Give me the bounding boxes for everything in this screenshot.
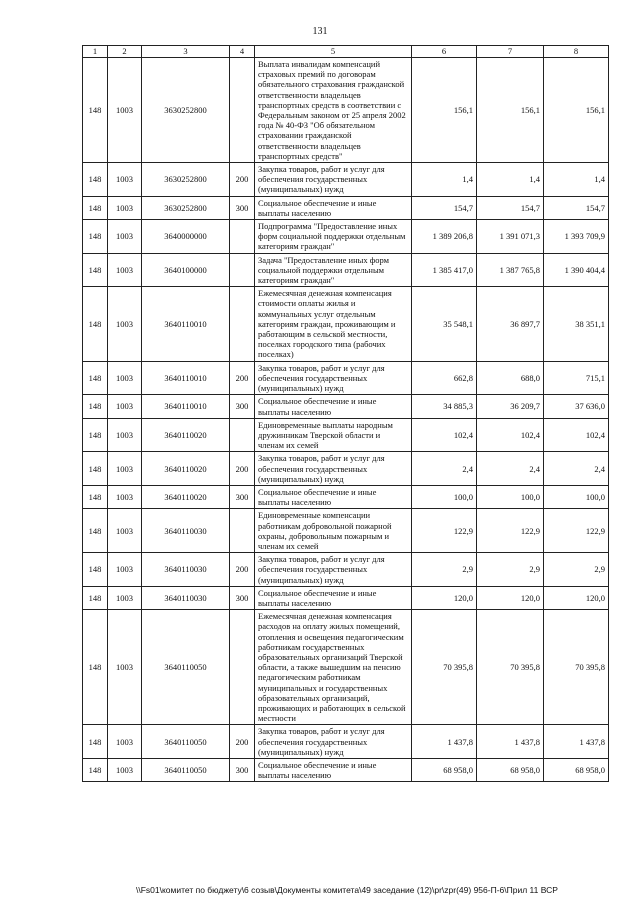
table-row [83,553,609,587]
expense-type-cell: 200 [230,553,255,587]
subsection-cell: 1003 [108,452,142,486]
amount-year3-cell: 68 958,0 [544,759,609,782]
header-cell: 1 [83,46,108,58]
subsection-cell: 1003 [108,220,142,254]
table-row [83,610,609,725]
expense-type-cell [230,253,255,287]
target-article-cell: 3630252800 [142,163,230,197]
amount-year3-cell: 1,4 [544,163,609,197]
section-cell: 148 [83,418,108,452]
amount-year1-cell: 122,9 [412,509,477,553]
amount-year3-cell: 2,4 [544,452,609,486]
target-article-cell: 3640110050 [142,759,230,782]
description-cell: Закупка товаров, работ и услуг для обеспечения государственных (муниципальных) нужд [255,725,412,759]
target-article-cell: 3630252800 [142,196,230,219]
amount-year1-cell: 35 548,1 [412,287,477,361]
amount-year2-cell: 122,9 [477,509,544,553]
target-article-cell: 3640110010 [142,287,230,361]
target-article-cell: 3640110010 [142,395,230,418]
header-cell: 6 [412,46,477,58]
budget-table [82,45,609,782]
description-cell: Социальное обеспечение и иные выплаты населению [255,196,412,219]
amount-year3-cell: 122,9 [544,509,609,553]
page-number: 131 [312,26,328,37]
description-cell: Социальное обеспечение и иные выплаты населению [255,395,412,418]
amount-year3-cell: 1 437,8 [544,725,609,759]
amount-year2-cell: 154,7 [477,196,544,219]
target-article-cell: 3630252800 [142,58,230,163]
amount-year3-cell: 2,9 [544,553,609,587]
subsection-cell: 1003 [108,759,142,782]
target-article-cell: 3640110030 [142,509,230,553]
amount-year2-cell: 1,4 [477,163,544,197]
section-cell: 148 [83,725,108,759]
target-article-cell: 3640100000 [142,253,230,287]
subsection-cell: 1003 [108,253,142,287]
amount-year2-cell: 1 387 765,8 [477,253,544,287]
table-row [83,586,609,609]
amount-year3-cell: 154,7 [544,196,609,219]
amount-year1-cell: 68 958,0 [412,759,477,782]
amount-year1-cell: 120,0 [412,586,477,609]
section-cell: 148 [83,610,108,725]
section-cell: 148 [83,196,108,219]
amount-year3-cell: 156,1 [544,58,609,163]
amount-year1-cell: 156,1 [412,58,477,163]
expense-type-cell [230,509,255,553]
table-row [83,220,609,254]
amount-year2-cell: 688,0 [477,361,544,395]
amount-year3-cell: 120,0 [544,586,609,609]
amount-year1-cell: 662,8 [412,361,477,395]
description-cell: Ежемесячная денежная компенсация стоимости оплаты жилья и коммунальных услуг отдельным категориям граждан, проживающим и работающим в сельской местности, поселках городского типа (рабочих поселках) [255,287,412,361]
description-cell: Задача "Предоставление иных форм социальной поддержки отдельным категориям граждан" [255,253,412,287]
header-cell: 3 [142,46,230,58]
amount-year2-cell: 2,9 [477,553,544,587]
expense-type-cell [230,220,255,254]
section-cell: 148 [83,287,108,361]
section-cell: 148 [83,395,108,418]
expense-type-cell: 300 [230,196,255,219]
amount-year3-cell: 715,1 [544,361,609,395]
description-cell: Единовременные компенсации работникам добровольной пожарной охраны, добровольным пожарным и членам их семей [255,509,412,553]
target-article-cell: 3640110030 [142,553,230,587]
amount-year2-cell: 68 958,0 [477,759,544,782]
amount-year3-cell: 70 395,8 [544,610,609,725]
amount-year1-cell: 102,4 [412,418,477,452]
table-row [83,759,609,782]
table-header-row [83,46,609,58]
section-cell: 148 [83,452,108,486]
section-cell: 148 [83,586,108,609]
amount-year1-cell: 100,0 [412,485,477,508]
amount-year3-cell: 1 393 709,9 [544,220,609,254]
section-cell: 148 [83,509,108,553]
amount-year1-cell: 1 385 417,0 [412,253,477,287]
expense-type-cell: 300 [230,395,255,418]
expense-type-cell: 200 [230,361,255,395]
table-row [83,361,609,395]
amount-year1-cell: 1,4 [412,163,477,197]
header-cell: 7 [477,46,544,58]
amount-year2-cell: 102,4 [477,418,544,452]
expense-type-cell: 200 [230,725,255,759]
amount-year3-cell: 102,4 [544,418,609,452]
amount-year2-cell: 100,0 [477,485,544,508]
expense-type-cell [230,58,255,163]
header-cell: 8 [544,46,609,58]
expense-type-cell: 200 [230,452,255,486]
section-cell: 148 [83,220,108,254]
description-cell: Социальное обеспечение и иные выплаты населению [255,485,412,508]
target-article-cell: 3640110010 [142,361,230,395]
amount-year3-cell: 37 636,0 [544,395,609,418]
expense-type-cell [230,287,255,361]
subsection-cell: 1003 [108,287,142,361]
table-row [83,196,609,219]
section-cell: 148 [83,553,108,587]
amount-year1-cell: 70 395,8 [412,610,477,725]
amount-year3-cell: 38 351,1 [544,287,609,361]
subsection-cell: 1003 [108,58,142,163]
description-cell: Закупка товаров, работ и услуг для обеспечения государственных (муниципальных) нужд [255,452,412,486]
section-cell: 148 [83,759,108,782]
subsection-cell: 1003 [108,509,142,553]
table-row [83,418,609,452]
amount-year1-cell: 1 389 206,8 [412,220,477,254]
table-row [83,58,609,163]
table-row [83,452,609,486]
subsection-cell: 1003 [108,163,142,197]
subsection-cell: 1003 [108,418,142,452]
expense-type-cell: 300 [230,759,255,782]
expense-type-cell [230,418,255,452]
expense-type-cell: 200 [230,163,255,197]
amount-year2-cell: 156,1 [477,58,544,163]
table-body [83,58,609,782]
description-cell: Социальное обеспечение и иные выплаты населению [255,759,412,782]
section-cell: 148 [83,163,108,197]
amount-year1-cell: 154,7 [412,196,477,219]
target-article-cell: 3640000000 [142,220,230,254]
target-article-cell: 3640110050 [142,610,230,725]
amount-year2-cell: 120,0 [477,586,544,609]
subsection-cell: 1003 [108,361,142,395]
target-article-cell: 3640110020 [142,452,230,486]
amount-year2-cell: 70 395,8 [477,610,544,725]
header-cell: 2 [108,46,142,58]
expense-type-cell: 300 [230,586,255,609]
section-cell: 148 [83,361,108,395]
target-article-cell: 3640110050 [142,725,230,759]
amount-year1-cell: 34 885,3 [412,395,477,418]
subsection-cell: 1003 [108,485,142,508]
subsection-cell: 1003 [108,395,142,418]
table-row [83,287,609,361]
subsection-cell: 1003 [108,725,142,759]
description-cell: Подпрограмма "Предоставление иных форм социальной поддержки отдельным категориям граждан" [255,220,412,254]
amount-year2-cell: 36 897,7 [477,287,544,361]
expense-type-cell [230,610,255,725]
section-cell: 148 [83,253,108,287]
subsection-cell: 1003 [108,610,142,725]
table-row [83,509,609,553]
description-cell: Ежемесячная денежная компенсация расходов на оплату жилых помещений, отопления и освещения педагогическим работникам государственных образовательных организаций Тверской области, а также вышедшим на пенсию педагогическим работникам муниципальных и государственных образовательных организаций, проживающих и работающих в сельской местности [255,610,412,725]
subsection-cell: 1003 [108,196,142,219]
target-article-cell: 3640110020 [142,418,230,452]
amount-year1-cell: 1 437,8 [412,725,477,759]
amount-year2-cell: 1 391 071,3 [477,220,544,254]
description-cell: Социальное обеспечение и иные выплаты населению [255,586,412,609]
amount-year3-cell: 1 390 404,4 [544,253,609,287]
description-cell: Закупка товаров, работ и услуг для обеспечения государственных (муниципальных) нужд [255,553,412,587]
description-cell: Единовременные выплаты народным дружинникам Тверской области и членам их семей [255,418,412,452]
section-cell: 148 [83,485,108,508]
table-row [83,485,609,508]
subsection-cell: 1003 [108,586,142,609]
amount-year2-cell: 2,4 [477,452,544,486]
amount-year2-cell: 1 437,8 [477,725,544,759]
amount-year1-cell: 2,9 [412,553,477,587]
header-cell: 5 [255,46,412,58]
header-cell: 4 [230,46,255,58]
table-row [83,395,609,418]
amount-year3-cell: 100,0 [544,485,609,508]
table-row [83,725,609,759]
subsection-cell: 1003 [108,553,142,587]
target-article-cell: 3640110030 [142,586,230,609]
table-row [83,163,609,197]
description-cell: Закупка товаров, работ и услуг для обеспечения государственных (муниципальных) нужд [255,163,412,197]
file-path-footer: \\Fs01\комитет по бюджету\6 созыв\Документы комитета\49 заседание (12)\pr\zpr(49) 956-П-6\Прил 11 ВСР [136,885,558,895]
section-cell: 148 [83,58,108,163]
table-row [83,253,609,287]
amount-year2-cell: 36 209,7 [477,395,544,418]
description-cell: Выплата инвалидам компенсаций страховых премий по договорам обязательного страхования гражданской ответственности владельцев транспортных средств в соответствии с Федеральным законом от 25 апреля 2002 года № 40-ФЗ "Об обязательном страховании гражданской ответственности владельцев транспортных средств" [255,58,412,163]
description-cell: Закупка товаров, работ и услуг для обеспечения государственных (муниципальных) нужд [255,361,412,395]
expense-type-cell: 300 [230,485,255,508]
target-article-cell: 3640110020 [142,485,230,508]
amount-year1-cell: 2,4 [412,452,477,486]
